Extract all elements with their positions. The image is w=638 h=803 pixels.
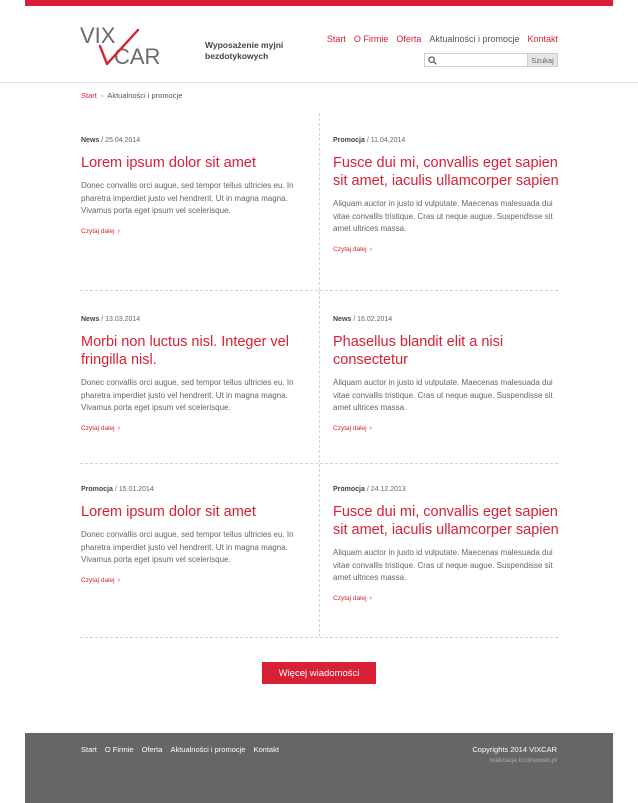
search-box [424, 53, 528, 67]
read-more-link[interactable] [333, 246, 372, 253]
news-row [80, 291, 558, 464]
post-title[interactable]: Phasellus blandit elit a nisi consectetur [333, 334, 504, 368]
search-icon [428, 56, 437, 65]
read-more-label: Czytaj dalej [333, 424, 367, 432]
chevron-right-icon: › [117, 576, 120, 584]
read-more-link[interactable] [333, 595, 372, 602]
post-date: / 11.04.2014 [366, 137, 406, 144]
read-more-link[interactable] [81, 425, 120, 432]
footer-nav-kontakt[interactable]: Kontakt [253, 745, 279, 754]
vixcar-logo[interactable] [80, 24, 176, 70]
column-divider [319, 291, 320, 463]
read-more-label: Czytaj dalej [81, 227, 115, 235]
post-date: / 24.12.2013 [366, 486, 406, 493]
post-category: Promocja [81, 486, 113, 493]
read-more-label: Czytaj dalej [333, 594, 367, 602]
news-item [81, 315, 307, 435]
nav-item-aktualnosci[interactable]: Aktualności i promocje [429, 34, 520, 44]
post-excerpt: Aliquam auctor in justo id vulputate. Maecenas malesuada dui vitae convallis tristique. Cras ut neque augue. Suspendisse sit amet ultrices massa. [333, 378, 553, 412]
news-item [333, 485, 559, 605]
post-date: / 13.03.2014 [101, 316, 141, 323]
post-category: Promocja [333, 137, 365, 144]
news-grid [80, 113, 558, 638]
site-tagline [205, 40, 305, 62]
breadcrumb-current: Aktualności i promocje [107, 91, 183, 100]
chevron-right-icon: › [117, 227, 120, 235]
post-meta [333, 136, 559, 145]
news-row [80, 113, 558, 291]
post-title[interactable]: Lorem ipsum dolor sit amet [81, 155, 256, 171]
tagline-line-2: bezdotykowych [205, 51, 269, 61]
read-more-link[interactable] [81, 577, 120, 584]
news-row [80, 464, 558, 638]
post-meta [81, 315, 307, 324]
read-more-label: Czytaj dalej [333, 245, 367, 253]
footer-nav-aktualnosci[interactable]: Aktualności i promocje [170, 745, 246, 754]
post-excerpt: Aliquam auctor in justo id vulputate. Maecenas malesuada dui vitae convallis tristique. Cras ut neque augue. Suspendisse sit amet ultrices massa. [333, 548, 553, 582]
nav-item-start[interactable]: Start [326, 34, 346, 44]
column-divider [319, 113, 320, 290]
logo-graphic [80, 24, 176, 70]
search-button[interactable]: Szukaj [528, 53, 558, 67]
more-news-button[interactable]: Więcej wiadomości [262, 662, 376, 684]
search-input[interactable] [439, 54, 527, 66]
breadcrumb-separator: › [100, 91, 104, 100]
news-item [81, 485, 307, 587]
read-more-link[interactable] [81, 228, 120, 235]
post-date: / 15.01.2014 [114, 486, 154, 493]
nav-item-oferta[interactable]: Oferta [396, 34, 422, 44]
post-meta [333, 485, 559, 494]
nav-item-o-firmie[interactable]: O Firmie [353, 34, 389, 44]
footer-nav [81, 745, 279, 754]
post-date: / 16.02.2014 [353, 316, 393, 323]
post-meta [81, 485, 307, 494]
footer-nav-start[interactable]: Start [81, 745, 97, 754]
credit-link[interactable]: realizacja kzolnowski.pl [489, 757, 557, 764]
post-date: / 25.04.2014 [101, 137, 141, 144]
main-nav [327, 34, 558, 44]
breadcrumb-home-link[interactable]: Start [81, 91, 97, 100]
read-more-label: Czytaj dalej [81, 576, 115, 584]
read-more-label: Czytaj dalej [81, 424, 115, 432]
post-category: News [81, 137, 100, 144]
logo-text-bottom: CAR [114, 44, 161, 69]
post-excerpt: Aliquam auctor in justo id vulputate. Maecenas malesuada dui vitae convallis tristique. Cras ut neque augue. Suspendisse sit amet ultrices massa. [333, 199, 553, 233]
post-category: Promocja [333, 486, 365, 493]
tagline-line-1: Wyposażenie myjni [205, 40, 284, 50]
footer-nav-oferta[interactable]: Oferta [141, 745, 163, 754]
breadcrumb [81, 91, 182, 100]
news-item [333, 136, 559, 256]
site-header [0, 6, 638, 83]
post-title[interactable]: Morbi non luctus nisl. Integer vel fringilla nisl. [81, 334, 289, 368]
post-meta [333, 315, 559, 324]
search-form [424, 53, 558, 67]
post-category: News [81, 316, 100, 323]
chevron-right-icon: › [117, 424, 120, 432]
site-footer [25, 733, 613, 803]
nav-item-kontakt[interactable]: Kontakt [527, 34, 558, 44]
post-title[interactable]: Fusce dui mi, convallis eget sapien sit amet, iaculis ullamcorper sapien [333, 504, 559, 538]
chevron-right-icon: › [369, 424, 372, 432]
post-category: News [333, 316, 352, 323]
post-title[interactable]: Lorem ipsum dolor sit amet [81, 504, 256, 520]
column-divider [319, 464, 320, 637]
post-meta [81, 136, 307, 145]
chevron-right-icon: › [369, 594, 372, 602]
post-excerpt: Donec convallis orci augue, sed tempor tellus ultricies eu. In pharetra imperdiet justo vel hendrerit. Ut in magna magna. Vivamus porta eget ipsum vel scelerisque. [81, 378, 294, 412]
read-more-link[interactable] [333, 425, 372, 432]
post-title[interactable]: Fusce dui mi, convallis eget sapien sit amet, iaculis ullamcorper sapien [333, 155, 559, 189]
post-excerpt: Donec convallis orci augue, sed tempor tellus ultricies eu. In pharetra imperdiet justo vel hendrerit. Ut in magna magna. Vivamus porta eget ipsum vel scelerisque. [81, 530, 294, 564]
copyright-text: Copyrights 2014 VIXCAR [472, 745, 557, 754]
news-item [81, 136, 307, 238]
news-item [333, 315, 559, 435]
post-excerpt: Donec convallis orci augue, sed tempor tellus ultricies eu. In pharetra imperdiet justo vel hendrerit. Ut in magna magna. Vivamus porta eget ipsum vel scelerisque. [81, 181, 294, 215]
footer-nav-o-firmie[interactable]: O Firmie [104, 745, 134, 754]
chevron-right-icon: › [369, 245, 372, 253]
logo-text-top: VIX [80, 24, 116, 48]
